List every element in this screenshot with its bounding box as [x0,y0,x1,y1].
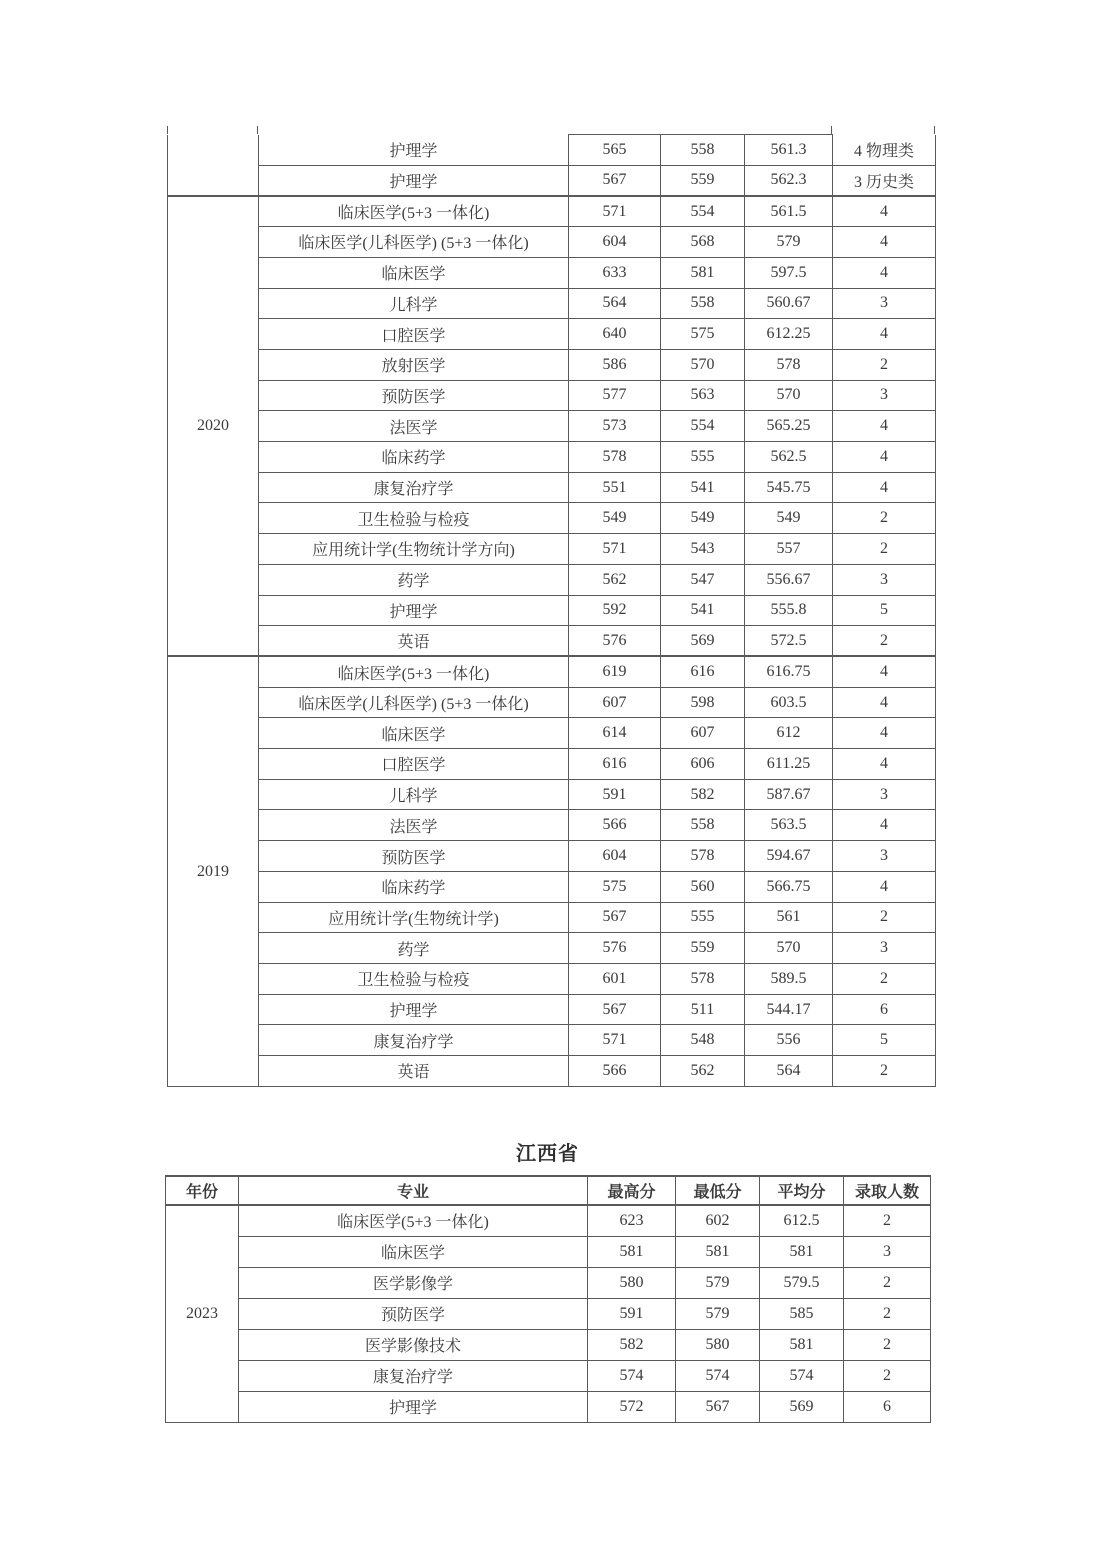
min-score-cell: 575 [661,319,745,350]
major-cell: 护理学 [259,994,569,1025]
major-cell: 护理学 [259,165,569,196]
major-cell: 护理学 [259,135,569,166]
avg-score-cell: 594.67 [745,841,833,872]
avg-score-cell: 570 [745,380,833,411]
avg-score-cell: 616.75 [745,656,833,687]
column-header: 年份 [166,1176,239,1205]
table-row [168,687,936,718]
min-score-cell: 547 [661,564,745,595]
max-score-cell: 571 [569,196,661,227]
column-header: 最高分 [588,1176,676,1205]
table-row [168,933,936,964]
max-score-cell: 640 [569,319,661,350]
min-score-cell: 559 [661,165,745,196]
cut-row-border-stub [831,126,832,134]
max-score-cell: 604 [569,841,661,872]
avg-score-cell: 555.8 [745,595,833,626]
min-score-cell: 541 [661,595,745,626]
major-cell: 英语 [259,626,569,657]
avg-score-cell: 562.3 [745,165,833,196]
major-cell: 应用统计学(生物统计学方向) [259,534,569,565]
admit-count-cell: 2 [844,1329,931,1360]
admit-count-cell: 3 [833,380,936,411]
admit-count-cell: 4 [833,687,936,718]
table-header-row [166,1176,931,1205]
avg-score-cell: 597.5 [745,257,833,288]
admit-count-cell: 2 [844,1205,931,1236]
max-score-cell: 576 [569,933,661,964]
max-score-cell: 633 [569,257,661,288]
avg-score-cell: 572.5 [745,626,833,657]
cut-row-border-stub [934,126,935,134]
min-score-cell: 558 [661,135,745,166]
major-cell: 临床医学(5+3 一体化) [259,656,569,687]
table-row [168,227,936,258]
major-cell: 临床药学 [259,871,569,902]
avg-score-cell: 545.75 [745,472,833,503]
avg-score-cell: 557 [745,534,833,565]
max-score-cell: 566 [569,1056,661,1087]
major-cell: 法医学 [259,411,569,442]
max-score-cell: 571 [569,534,661,565]
table-row [168,288,936,319]
min-score-cell: 570 [661,349,745,380]
year-cell: 2019 [168,656,259,1086]
admission-scores-table-body [168,135,936,1087]
admit-count-cell: 4 [833,871,936,902]
avg-score-cell: 556.67 [745,564,833,595]
major-cell: 放射医学 [259,349,569,380]
min-score-cell: 554 [661,196,745,227]
min-score-cell: 616 [661,656,745,687]
min-score-cell: 511 [661,994,745,1025]
min-score-cell: 602 [676,1205,760,1236]
avg-score-cell: 581 [760,1329,844,1360]
admit-count-cell: 2 [833,349,936,380]
table-row [168,349,936,380]
min-score-cell: 606 [661,749,745,780]
min-score-cell: 598 [661,687,745,718]
major-cell: 儿科学 [259,779,569,810]
avg-score-cell: 565.25 [745,411,833,442]
admit-count-cell: 4 [833,810,936,841]
table-row [168,749,936,780]
table-row [166,1360,931,1391]
admit-count-cell: 2 [833,902,936,933]
table-row [168,810,936,841]
admit-count-cell: 3 [833,779,936,810]
admit-count-cell: 3 [833,288,936,319]
table-row [168,442,936,473]
major-cell: 临床医学 [259,718,569,749]
max-score-cell: 582 [588,1329,676,1360]
table-row [168,779,936,810]
table-row [168,963,936,994]
max-score-cell: 567 [569,994,661,1025]
avg-score-cell: 563.5 [745,810,833,841]
table-row [166,1329,931,1360]
admit-count-cell: 3 [833,841,936,872]
column-header: 平均分 [760,1176,844,1205]
max-score-cell: 601 [569,963,661,994]
admit-count-cell: 4 [833,472,936,503]
max-score-cell: 566 [569,810,661,841]
max-score-cell: 574 [588,1360,676,1391]
max-score-cell: 576 [569,626,661,657]
major-cell: 预防医学 [259,841,569,872]
min-score-cell: 549 [661,503,745,534]
avg-score-cell: 581 [760,1236,844,1267]
max-score-cell: 586 [569,349,661,380]
min-score-cell: 558 [661,288,745,319]
column-header: 专业 [239,1176,588,1205]
max-score-cell: 580 [588,1267,676,1298]
max-score-cell: 591 [588,1298,676,1329]
major-cell: 法医学 [259,810,569,841]
table-row [168,564,936,595]
max-score-cell: 564 [569,288,661,319]
min-score-cell: 548 [661,1025,745,1056]
max-score-cell: 575 [569,871,661,902]
table-row [168,656,936,687]
max-score-cell: 616 [569,749,661,780]
min-score-cell: 559 [661,933,745,964]
jiangxi-table-body [166,1205,931,1422]
table-row [166,1205,931,1236]
min-score-cell: 554 [661,411,745,442]
admit-count-cell: 4 物理类 [833,135,936,166]
max-score-cell: 623 [588,1205,676,1236]
avg-score-cell: 549 [745,503,833,534]
min-score-cell: 582 [661,779,745,810]
min-score-cell: 555 [661,442,745,473]
cut-row-border-stub [167,126,168,134]
table-row [168,718,936,749]
major-cell: 康复治疗学 [239,1360,588,1391]
major-cell: 医学影像技术 [239,1329,588,1360]
table-row [166,1391,931,1422]
min-score-cell: 543 [661,534,745,565]
min-score-cell: 541 [661,472,745,503]
max-score-cell: 577 [569,380,661,411]
table-row [168,595,936,626]
major-cell: 康复治疗学 [259,472,569,503]
min-score-cell: 562 [661,1056,745,1087]
column-header: 最低分 [676,1176,760,1205]
admit-count-cell: 5 [833,595,936,626]
table-row [168,902,936,933]
min-score-cell: 567 [676,1391,760,1422]
min-score-cell: 579 [676,1298,760,1329]
admit-count-cell: 4 [833,257,936,288]
admit-count-cell: 4 [833,749,936,780]
admit-count-cell: 4 [833,718,936,749]
max-score-cell: 549 [569,503,661,534]
major-cell: 康复治疗学 [259,1025,569,1056]
avg-score-cell: 556 [745,1025,833,1056]
min-score-cell: 578 [661,841,745,872]
avg-score-cell: 574 [760,1360,844,1391]
avg-score-cell: 560.67 [745,288,833,319]
max-score-cell: 572 [588,1391,676,1422]
table-row [168,319,936,350]
avg-score-cell: 562.5 [745,442,833,473]
table-row [168,380,936,411]
admit-count-cell: 4 [833,227,936,258]
table-row [168,871,936,902]
avg-score-cell: 561.3 [745,135,833,166]
major-cell: 儿科学 [259,288,569,319]
admit-count-cell: 2 [833,503,936,534]
table-row [166,1236,931,1267]
avg-score-cell: 570 [745,933,833,964]
min-score-cell: 578 [661,963,745,994]
major-cell: 应用统计学(生物统计学) [259,902,569,933]
avg-score-cell: 566.75 [745,871,833,902]
avg-score-cell: 585 [760,1298,844,1329]
avg-score-cell: 612.25 [745,319,833,350]
admit-count-cell: 2 [833,626,936,657]
max-score-cell: 551 [569,472,661,503]
table-row [168,1056,936,1087]
min-score-cell: 563 [661,380,745,411]
min-score-cell: 579 [676,1267,760,1298]
admit-count-cell: 6 [833,994,936,1025]
min-score-cell: 580 [676,1329,760,1360]
admit-count-cell: 5 [833,1025,936,1056]
major-cell: 临床药学 [259,442,569,473]
admission-scores-table-continued [167,134,936,1087]
min-score-cell: 581 [661,257,745,288]
avg-score-cell: 603.5 [745,687,833,718]
max-score-cell: 614 [569,718,661,749]
avg-score-cell: 589.5 [745,963,833,994]
major-cell: 药学 [259,564,569,595]
admit-count-cell: 4 [833,442,936,473]
max-score-cell: 573 [569,411,661,442]
avg-score-cell: 561.5 [745,196,833,227]
avg-score-cell: 564 [745,1056,833,1087]
max-score-cell: 581 [588,1236,676,1267]
table-row [166,1267,931,1298]
min-score-cell: 581 [676,1236,760,1267]
min-score-cell: 555 [661,902,745,933]
table-row [168,841,936,872]
table-row [166,1298,931,1329]
major-cell: 药学 [259,933,569,964]
admit-count-cell: 2 [833,963,936,994]
jiangxi-admission-scores-table [165,1175,931,1423]
major-cell: 临床医学(5+3 一体化) [239,1205,588,1236]
max-score-cell: 565 [569,135,661,166]
min-score-cell: 568 [661,227,745,258]
table-row [168,503,936,534]
max-score-cell: 567 [569,165,661,196]
avg-score-cell: 587.67 [745,779,833,810]
admit-count-cell: 3 历史类 [833,165,936,196]
major-cell: 临床医学(5+3 一体化) [259,196,569,227]
avg-score-cell: 544.17 [745,994,833,1025]
major-cell: 护理学 [259,595,569,626]
table-row [168,472,936,503]
major-cell: 卫生检验与检疫 [259,963,569,994]
year-cell [168,135,259,196]
admit-count-cell: 6 [844,1391,931,1422]
table-row [168,411,936,442]
table-row [168,1025,936,1056]
province-section-title: 江西省 [516,1143,579,1165]
admit-count-cell: 4 [833,196,936,227]
major-cell: 口腔医学 [259,749,569,780]
admit-count-cell: 3 [844,1236,931,1267]
max-score-cell: 578 [569,442,661,473]
admit-count-cell: 2 [844,1298,931,1329]
max-score-cell: 619 [569,656,661,687]
max-score-cell: 592 [569,595,661,626]
avg-score-cell: 579 [745,227,833,258]
table-row [168,165,936,196]
major-cell: 临床医学(儿科医学) (5+3 一体化) [259,687,569,718]
table-row [168,994,936,1025]
major-cell: 口腔医学 [259,319,569,350]
min-score-cell: 607 [661,718,745,749]
year-cell: 2023 [166,1205,239,1422]
major-cell: 预防医学 [239,1298,588,1329]
admit-count-cell: 4 [833,656,936,687]
major-cell: 临床医学(儿科医学) (5+3 一体化) [259,227,569,258]
max-score-cell: 607 [569,687,661,718]
table-row [168,626,936,657]
avg-score-cell: 561 [745,902,833,933]
avg-score-cell: 611.25 [745,749,833,780]
admit-count-cell: 3 [833,933,936,964]
min-score-cell: 560 [661,871,745,902]
major-cell: 护理学 [239,1391,588,1422]
major-cell: 卫生检验与检疫 [259,503,569,534]
cut-row-border-stub [257,126,258,134]
min-score-cell: 569 [661,626,745,657]
max-score-cell: 562 [569,564,661,595]
max-score-cell: 591 [569,779,661,810]
avg-score-cell: 578 [745,349,833,380]
major-cell: 临床医学 [259,257,569,288]
max-score-cell: 571 [569,1025,661,1056]
major-cell: 预防医学 [259,380,569,411]
avg-score-cell: 612.5 [760,1205,844,1236]
major-cell: 临床医学 [239,1236,588,1267]
admit-count-cell: 2 [844,1360,931,1391]
admit-count-cell: 2 [833,534,936,565]
admit-count-cell: 4 [833,319,936,350]
table-row [168,534,936,565]
min-score-cell: 558 [661,810,745,841]
avg-score-cell: 579.5 [760,1267,844,1298]
admit-count-cell: 3 [833,564,936,595]
year-cell: 2020 [168,196,259,657]
admit-count-cell: 2 [844,1267,931,1298]
table-row [168,257,936,288]
avg-score-cell: 569 [760,1391,844,1422]
admit-count-cell: 4 [833,411,936,442]
min-score-cell: 574 [676,1360,760,1391]
table-row [168,135,936,166]
column-header: 录取人数 [844,1176,931,1205]
max-score-cell: 567 [569,902,661,933]
major-cell: 英语 [259,1056,569,1087]
major-cell: 医学影像学 [239,1267,588,1298]
admit-count-cell: 2 [833,1056,936,1087]
table-row [168,196,936,227]
avg-score-cell: 612 [745,718,833,749]
max-score-cell: 604 [569,227,661,258]
